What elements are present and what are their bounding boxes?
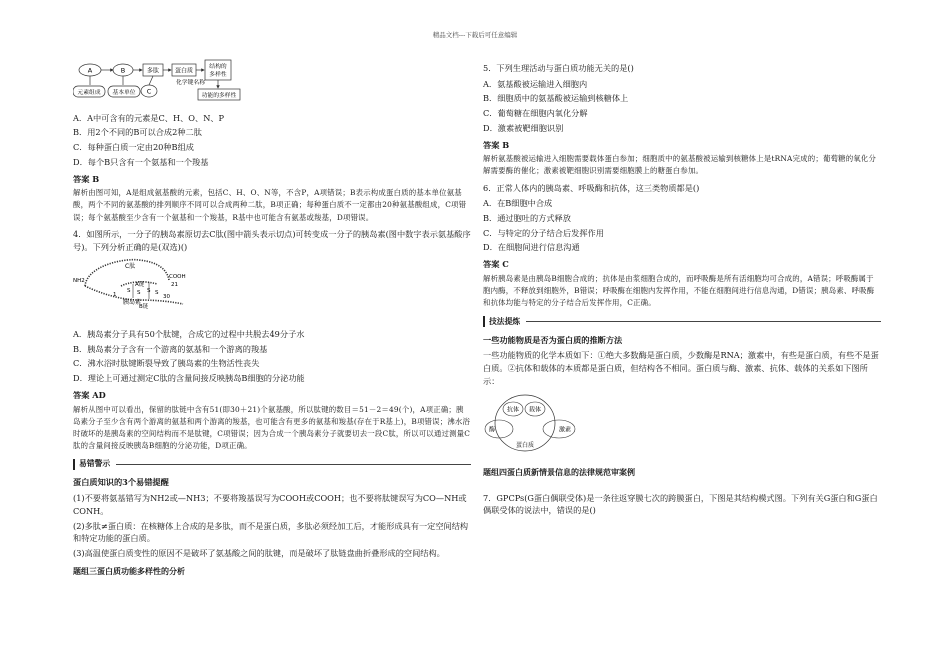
q4-option-b: B．胰岛素分子含有一个游离的氨基和一个游离的羧基	[73, 343, 268, 354]
insulin-diagram	[73, 256, 471, 324]
q4-stem: 4．如图所示，一分子的胰岛素原切去C肽(图中箭头表示切点)可转变成一分子的胰岛素(图中数字表示氨基酸序号)。下列分析正确的是(双选)()	[73, 228, 471, 252]
node-peptide: 多肽	[146, 67, 160, 75]
venn-protein: 蛋白质	[515, 442, 535, 450]
q6-analysis: 解析胰岛素是由胰岛B细胞合成的；抗体是由浆细胞合成的，而呼吸酶是所有活细胞均可合成的，A错误；呼吸酶属于胞内酶，不释放到细胞外，B错误；呼吸酶在细胞内发挥作用，不能在细胞间进行信息沟通，D错误；胰岛素、呼吸酶和抗体均能与特定的分子结合后发挥作用，C正确。	[483, 273, 875, 308]
warning-title: 蛋白质知识的3个易错提醒	[73, 477, 169, 488]
node-b: B	[120, 66, 126, 75]
q5-option-d: D．激素被靶细胞识别	[483, 122, 564, 133]
node-a: A	[87, 66, 93, 75]
q6-answer: 答案 C	[483, 259, 509, 270]
q6-option-a: A．在B细胞中合成	[483, 198, 553, 209]
label-s2: S	[137, 290, 141, 297]
label-21: 21	[171, 282, 178, 289]
q5-option-b: B．细胞质中的氨基酸被运输到核糖体上	[483, 93, 629, 104]
q5-option-a: A．氨基酸被运输进入细胞内	[483, 78, 588, 89]
node-protein: 蛋白质	[174, 67, 194, 75]
tag-rule	[116, 464, 471, 465]
protein-concept-diagram	[73, 58, 471, 108]
venn-hormone: 激素	[558, 426, 572, 434]
q3-analysis: 解析由图可知，A是组成氨基酸的元素，包括C、H、O、N等，不含P，A项错误；B表示构成蛋白质的基本单位氨基酸，两个不同的氨基酸的排列顺序不同可以合成两种二肽，B项正确；每种蛋白质不一定都由20种氨基酸组成，C项错误；每个氨基酸至少含有一个氨基和一个羧基，R基中也可能含有氨基或羧基，D项错误。	[73, 188, 467, 222]
label-nh2: NH2	[73, 278, 85, 285]
q3-option-c: C．每种蛋白质一定由20种B组成	[73, 142, 194, 153]
tag-rule	[526, 321, 881, 322]
node-structure-1: 结构的	[209, 64, 227, 70]
label-s3: S	[147, 288, 151, 295]
venn-svg	[483, 389, 593, 457]
q4-answer: 答案 AD	[73, 389, 106, 400]
concept-map-svg	[73, 58, 273, 104]
warning-item-3: (3)高温使蛋白质变性的原因不是破坏了氨基酸之间的肽键，而是破坏了肽链盘曲折叠形成的空间结构。	[73, 547, 445, 558]
label-a-chain: A链	[135, 282, 145, 289]
node-function: 功能的多样性	[201, 93, 237, 99]
q6-stem: 6．正常人体内的胰岛素、呼吸酶和抗体，这三类物质都是()	[483, 182, 700, 193]
q7-stem: 7．GPCPs(G蛋白偶联受体)是一条往返穿膜七次的跨膜蛋白，下图是其结构模式图。下列有关G蛋白和G蛋白偶联受体的说法中，错误的是()	[483, 492, 878, 516]
tip-title: 一些功能物质是否为蛋白质的推断方法	[483, 334, 623, 345]
node-structure-2: 多样性	[209, 72, 227, 78]
label-b-chain: B链	[139, 304, 149, 311]
group3-title: 题组三蛋白质功能多样性的分析	[73, 566, 185, 576]
label-insulin: 胰岛素	[123, 299, 142, 307]
insulin-svg	[73, 256, 193, 320]
node-elements: 元素组成	[77, 90, 101, 96]
warning-item-2: (2)多肽≠蛋白质：在核糖体上合成的是多肽，而不是蛋白质，多肽必须经加工后，才能形成具有一定空间结构和特定功能的蛋白质。	[73, 520, 469, 544]
group4-title: 题组四蛋白质新情景信息的法律规范审案例	[483, 468, 635, 478]
label-1: 1	[113, 292, 117, 299]
warning-tag-label: 易错警示	[79, 459, 111, 469]
venn-antibody: 抗体	[506, 406, 520, 414]
q6-option-c: C．与特定的分子结合后发挥作用	[483, 227, 604, 238]
node-basic-unit: 基本单位	[112, 90, 136, 96]
tag-bar-icon	[483, 316, 485, 327]
label-s1: S	[127, 288, 131, 295]
tip-tag	[483, 316, 881, 328]
q4-option-d: D．理论上可通过测定C肽的含量间接反映胰岛B细胞的分泌功能	[73, 373, 305, 384]
q5-option-c: C．葡萄糖在细胞内氧化分解	[483, 108, 588, 119]
tip-tag-label: 技法提炼	[489, 316, 521, 326]
page-header: 精品文档---下载后可任意编辑	[432, 31, 518, 39]
venn-carrier: 载体	[528, 406, 542, 414]
q5-answer: 答案 B	[483, 139, 510, 150]
left-column	[73, 58, 471, 582]
protein-venn-diagram	[483, 389, 881, 461]
label-30: 30	[163, 294, 170, 301]
label-s4: S	[155, 290, 159, 297]
q3-option-b: B．用2个不同的B可以合成2种二肽	[73, 127, 202, 138]
warning-tag	[73, 458, 471, 470]
node-c: C	[146, 87, 152, 96]
tip-text: 一些功能物质的化学本质如下：①绝大多数酶是蛋白质，少数酶是RNA；激素中，有些是蛋白质，有些不是蛋白质。②抗体和载体的本质都是蛋白质，但结构各不相同。蛋白质与酶、激素、抗体、载体的关系如下图所示：	[483, 350, 879, 386]
q3-option-d: D．每个B只含有一个氨基和一个羧基	[73, 156, 209, 167]
q5-stem: 5．下列生理活动与蛋白质功能无关的是()	[483, 63, 634, 73]
q5-analysis: 解析氨基酸被运输进入细胞需要载体蛋白参加；细胞质中的氨基酸被运输到核糖体上是tRNA完成的；葡萄糖的氧化分解需要酶的催化；激素被靶细胞识别需要细胞膜上的糖蛋白参加。	[483, 154, 877, 176]
tag-bar-icon	[73, 459, 75, 470]
q6-option-b: B．通过胞吐的方式释放	[483, 213, 571, 224]
right-column	[483, 58, 881, 520]
venn-enzyme: 酶	[488, 426, 496, 434]
node-bond-name: 化学键名称	[176, 80, 205, 86]
q6-option-d: D．在细胞间进行信息沟通	[483, 242, 580, 253]
warning-item-1: (1)不要将氨基错写为NH2或—NH3；不要将羧基误写为COOH或COOH；也不要将肽键误写为CO—NH或CONH。	[73, 493, 467, 516]
q3-option-a: A．A中可含有的元素是C、H、O、N、P	[73, 112, 225, 123]
q4-analysis: 解析从图中可以看出，保留的肽链中含有51(即30＋21)个氨基酸，所以肽键的数目＝51－2＝49(个)，A项正确；胰岛素分子至少含有两个游离的氨基和两个游离的羧基，也可能含有更多的氨基和羧基(存在于R基上)，B项错误；沸水浴时破坏的是胰岛素的空间结构而不是肽键，C项错误；因为合成一个胰岛素分子就要切去一段C肽，所以可以通过测量C肽的含量间接反映胰岛B细胞的分泌功能，D项正确。	[73, 404, 471, 451]
q4-option-a: A．胰岛素分子具有50个肽键，合成它的过程中共脱去49分子水	[73, 328, 305, 339]
q3-answer: 答案 B	[73, 173, 100, 184]
label-c-peptide: C肽	[125, 263, 136, 271]
q4-option-c: C．沸水浴时肽键断裂导致了胰岛素的生物活性丧失	[73, 358, 260, 369]
label-cooh: COOH	[169, 274, 186, 281]
